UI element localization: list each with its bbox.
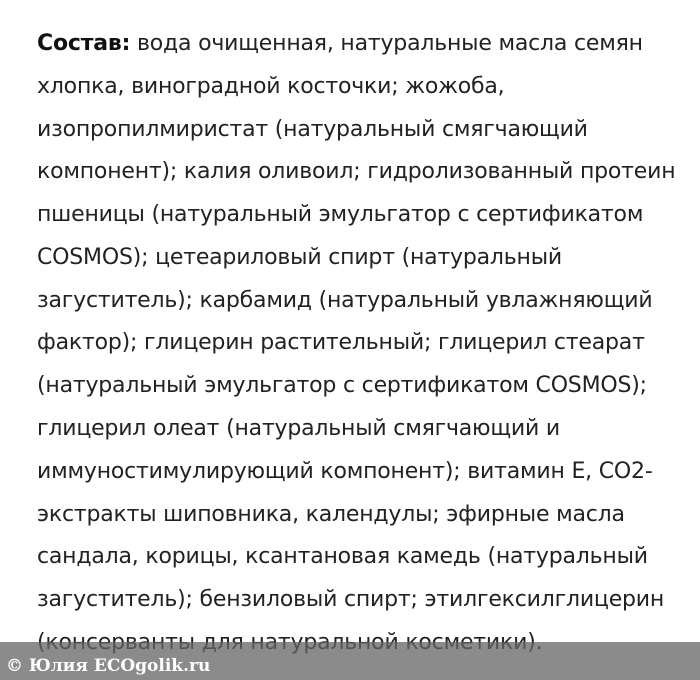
ingredients-line-8: фактор); глицерин растительный; глицерил стеарат — [37, 330, 645, 355]
ingredients-line-12: экстракты шиповника, календулы; эфирные масла — [37, 502, 625, 527]
ingredients-line-9: (натуральный эмульгатор с сертификатом COSMOS); — [37, 373, 647, 398]
ingredients-line-13: сандала, корицы, ксантановая камедь (натуральный — [37, 544, 648, 569]
ingredients-label: Состав: — [37, 31, 131, 56]
ingredients-line-10: глицерил олеат (натуральный смягчающий и — [37, 416, 560, 441]
ingredients-line-6: COSMOS); цетеариловый спирт (натуральный — [37, 245, 563, 270]
ingredients-line-7: загуститель); карбамид (натуральный увлажняющий — [37, 288, 653, 313]
ingredients-text: вода очищенная, натуральные масла семян — [130, 31, 643, 56]
ingredients-line-14: загуститель); бензиловый спирт; этилгексилглицерин — [37, 587, 665, 612]
ingredients-line-11: иммуностимулирующий компонент); витамин Е, СО2- — [37, 459, 653, 484]
ingredients-line-3: изопропилмиристат (натуральный смягчающий — [37, 117, 588, 142]
ingredients-line-1 — [37, 30, 643, 58]
ingredients-line-5: пшеницы (натуральный эмульгатор с сертификатом — [37, 202, 644, 227]
ingredients-line-2: хлопка, виноградной косточки; жожоба, — [37, 74, 505, 99]
ingredients-line-4: компонент); калия оливоил; гидролизованный протеин — [37, 159, 676, 184]
watermark-text: © Юлия ECOgolik.ru — [6, 656, 211, 676]
